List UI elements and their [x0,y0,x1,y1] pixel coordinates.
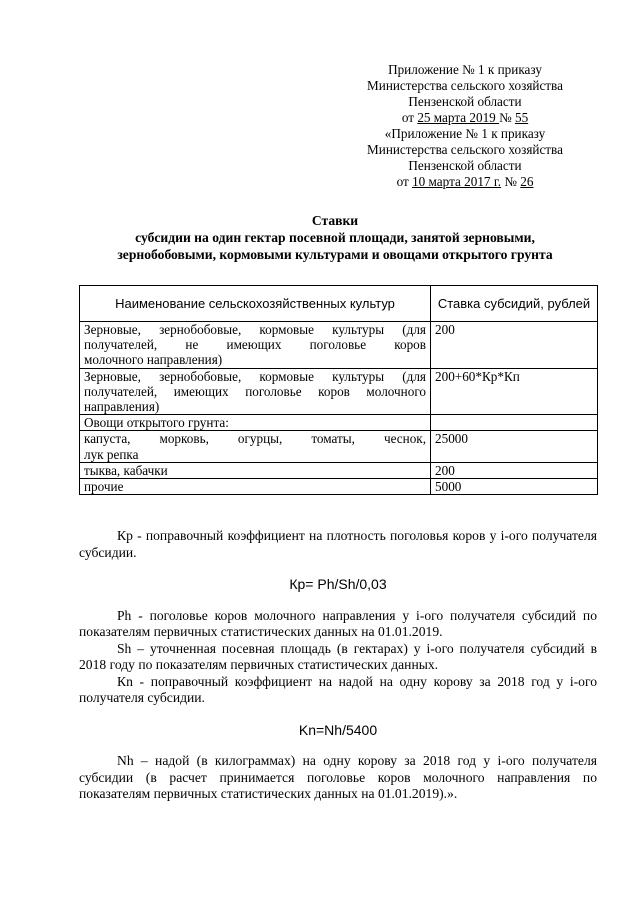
table-row [80,479,598,495]
rate-cell: 200+60*Кр*Кп [431,368,598,415]
header-line: Министерства сельского хозяйства [367,78,563,93]
crop-name-cell [80,431,431,462]
crop-name-end: молочного направления) [84,352,223,368]
document-title [70,212,600,263]
table-row [80,431,598,462]
table-header-row [80,286,598,322]
rate-cell: 200 [431,322,598,369]
column-header-crops: Наименование сельскохозяйственных культур [80,286,431,322]
title-heading: Ставки [311,213,359,228]
crop-name-cell: тыква, кабачки [80,462,431,478]
table-row [80,415,598,431]
document-body [79,528,597,803]
paragraph-kn-definition: Кn - поправочный коэффициент на надой на одну корову за 2018 год у i-ого получателя субсидии. [79,673,597,705]
formula-kn: Kn=Nh/5400 [298,721,378,738]
paragraph-kr-definition: Кр - поправочный коэффициент на плотность поголовья коров у i-ого получателя субсидии. [79,528,597,560]
order-number: 55 [514,110,529,125]
order-date: 25 марта 2019 [417,110,500,125]
crop-name: Зерновые, зернобобовые, кормовые культуры (для получателей, не имеющих поголовье коров [84,322,426,353]
formula-kr: Кр= Ph/Sh/0,03 [289,576,387,592]
rate-cell: 25000 [431,431,598,462]
number-label: № [499,110,515,125]
date-prefix: от [401,110,418,125]
crop-name-cell [80,368,431,415]
table-row [80,462,598,478]
table-row [80,368,598,415]
rate-cell: 5000 [431,479,598,495]
appendix-header [330,62,600,190]
header-line: Пензенской области [408,158,522,173]
paragraph-sh-definition: Sh – уточненная посевная площадь (в гектарах) у i-ого получателя субсидий в 2018 году по показателям первичных статистических данных. [79,640,597,672]
header-line: Министерства сельского хозяйства [367,142,563,157]
original-order-number: 26 [520,174,534,189]
crop-group-cell: Овощи открытого грунта: [80,415,431,431]
header-line: Приложение № 1 к приказу [388,62,542,77]
original-order-date-line [330,174,600,190]
subsidy-rates-table [79,285,598,495]
paragraph-ph-definition: Ph - поголовье коров молочного направления у i-ого получателя субсидий по показателям первичных статистических данных на 01.01.2019. [79,607,597,639]
title-subheading: субсидии на один гектар посевной площади, занятой зерновыми, [135,230,535,245]
crop-name-end: лук репка [84,446,139,462]
header-line: «Приложение № 1 к приказу [384,126,546,141]
crop-name-end: направления) [84,399,160,415]
number-label: № [501,174,521,189]
rate-cell: 200 [431,462,598,478]
date-prefix: от [396,174,413,189]
paragraph-nh-definition: Nh – надой (в килограммах) на одну корову за 2018 год у i-ого получателя субсидии (в расчет принимается поголовье коров молочного направления по показателям первичных статистических данных на 01.01.2019).». [79,753,597,801]
column-header-rate: Ставка субсидий, рублей [431,286,598,322]
crop-name: Зерновые, зернобобовые, кормовые культуры (для получателей, имеющих поголовье коров молочного [84,368,426,399]
rate-cell [431,415,598,431]
original-order-date: 10 марта 2017 г. [412,174,502,189]
order-date-line [330,110,600,126]
title-subheading: зернобобовыми, кормовыми культурами и овощами открытого грунта [117,247,553,262]
crop-name-cell: прочие [80,479,431,495]
crop-name-cell [80,322,431,369]
crop-name: капуста, морковь, огурцы, томаты, чеснок, [84,431,426,447]
table-row [80,322,598,369]
header-line: Пензенской области [408,94,522,109]
